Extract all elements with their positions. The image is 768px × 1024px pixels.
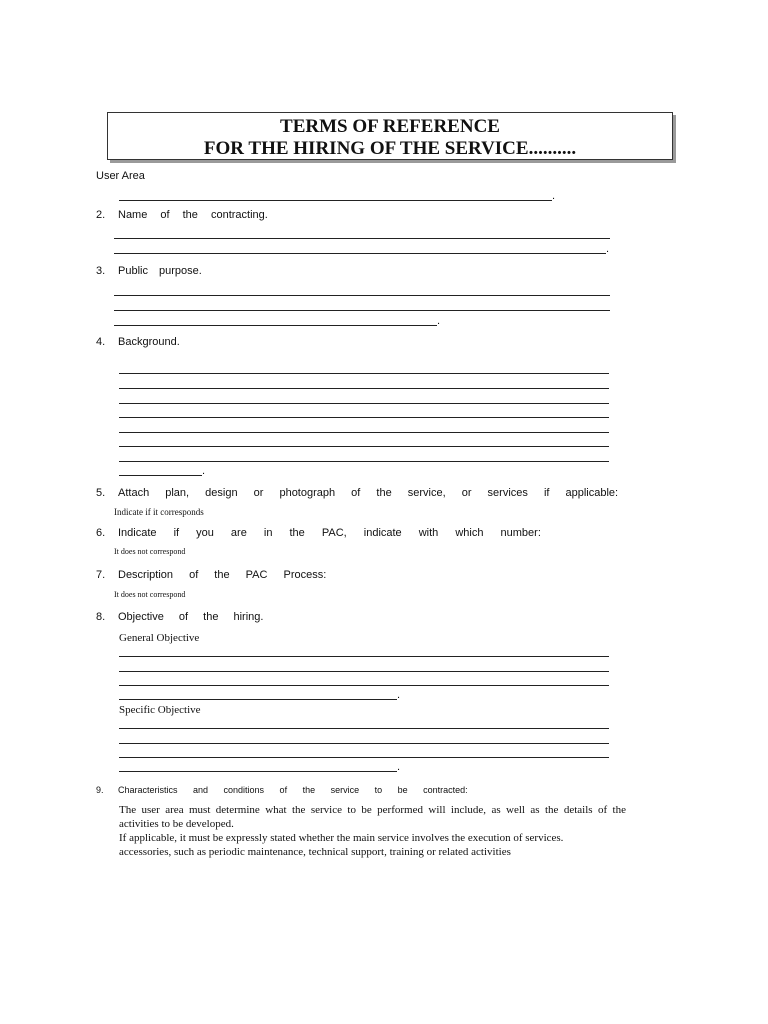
section-9-label: Characteristics and conditions of the service to be contracted: bbox=[118, 785, 468, 795]
section-4-line-6[interactable] bbox=[119, 446, 609, 447]
specific-objective-label: Specific Objective bbox=[119, 704, 201, 716]
section-5-number: 5. bbox=[96, 487, 106, 499]
section-4-line-5[interactable] bbox=[119, 432, 609, 433]
section-2-number: 2. bbox=[96, 209, 106, 221]
line-end-dot: . bbox=[552, 190, 556, 202]
section-6-label: Indicate if you are in the PAC, indicate with which number: bbox=[118, 527, 541, 539]
section-4-number: 4. bbox=[96, 336, 106, 348]
section-3-line-1[interactable] bbox=[114, 295, 610, 296]
general-objective-line-2[interactable] bbox=[119, 671, 609, 672]
section-2-line-2[interactable] bbox=[114, 253, 606, 254]
section-9-para1-line2: activities to be developed. bbox=[119, 818, 234, 830]
section-6-number: 6. bbox=[96, 527, 106, 539]
section-5-note: Indicate if it corresponds bbox=[114, 507, 204, 517]
section-2-label: Name of the contracting. bbox=[118, 209, 268, 221]
line-end-dot: . bbox=[202, 465, 206, 477]
line-end-dot: . bbox=[606, 243, 610, 255]
specific-objective-line-1[interactable] bbox=[119, 728, 609, 729]
line-end-dot: . bbox=[397, 689, 401, 701]
section-4-line-7[interactable] bbox=[119, 461, 609, 462]
section-3-line-2[interactable] bbox=[114, 310, 610, 311]
title-line-2: FOR THE HIRING OF THE SERVICE.......... bbox=[203, 138, 577, 159]
section-5-label: Attach plan, design or photograph of the service, or services if applicable: bbox=[118, 487, 619, 499]
section-8-label: Objective of the hiring. bbox=[118, 611, 264, 623]
title-line-1: TERMS OF REFERENCE bbox=[280, 116, 500, 137]
general-objective-line-1[interactable] bbox=[119, 656, 609, 657]
section-8-number: 8. bbox=[96, 611, 106, 623]
user-area-label: User Area bbox=[96, 170, 145, 182]
specific-objective-line-4[interactable] bbox=[119, 771, 397, 772]
section-3-label: Public purpose. bbox=[118, 265, 202, 277]
section-7-label: Description of the PAC Process: bbox=[118, 569, 327, 581]
section-2-line-1[interactable] bbox=[114, 238, 610, 239]
section-7-note: It does not correspond bbox=[114, 590, 186, 599]
general-objective-line-3[interactable] bbox=[119, 685, 609, 686]
line-end-dot: . bbox=[397, 761, 401, 773]
section-4-line-2[interactable] bbox=[119, 388, 609, 389]
section-9-para2-line1: If applicable, it must be expressly stated whether the main service involves the execution of services. bbox=[119, 832, 564, 844]
line-end-dot: . bbox=[437, 315, 441, 327]
user-area-line[interactable] bbox=[119, 200, 552, 201]
section-6-note: It does not correspond bbox=[114, 547, 186, 556]
general-objective-line-4[interactable] bbox=[119, 699, 397, 700]
section-9-para2-line2: accessories, such as periodic maintenance, technical support, training or related activities bbox=[119, 846, 511, 858]
section-4-line-4[interactable] bbox=[119, 417, 609, 418]
specific-objective-line-3[interactable] bbox=[119, 757, 609, 758]
general-objective-label: General Objective bbox=[119, 632, 200, 644]
section-7-number: 7. bbox=[96, 569, 106, 581]
section-4-line-8[interactable] bbox=[119, 475, 202, 476]
section-4-line-1[interactable] bbox=[119, 373, 609, 374]
section-9-para1-line1: The user area must determine what the service to be performed will include, as well as the details of the bbox=[119, 804, 626, 816]
specific-objective-line-2[interactable] bbox=[119, 743, 609, 744]
title-box bbox=[107, 112, 673, 160]
section-9-number: 9. bbox=[96, 785, 104, 795]
section-9-paragraph bbox=[119, 803, 626, 859]
section-3-number: 3. bbox=[96, 265, 106, 277]
section-4-label: Background. bbox=[118, 336, 180, 348]
section-3-line-3[interactable] bbox=[114, 325, 437, 326]
section-4-line-3[interactable] bbox=[119, 403, 609, 404]
